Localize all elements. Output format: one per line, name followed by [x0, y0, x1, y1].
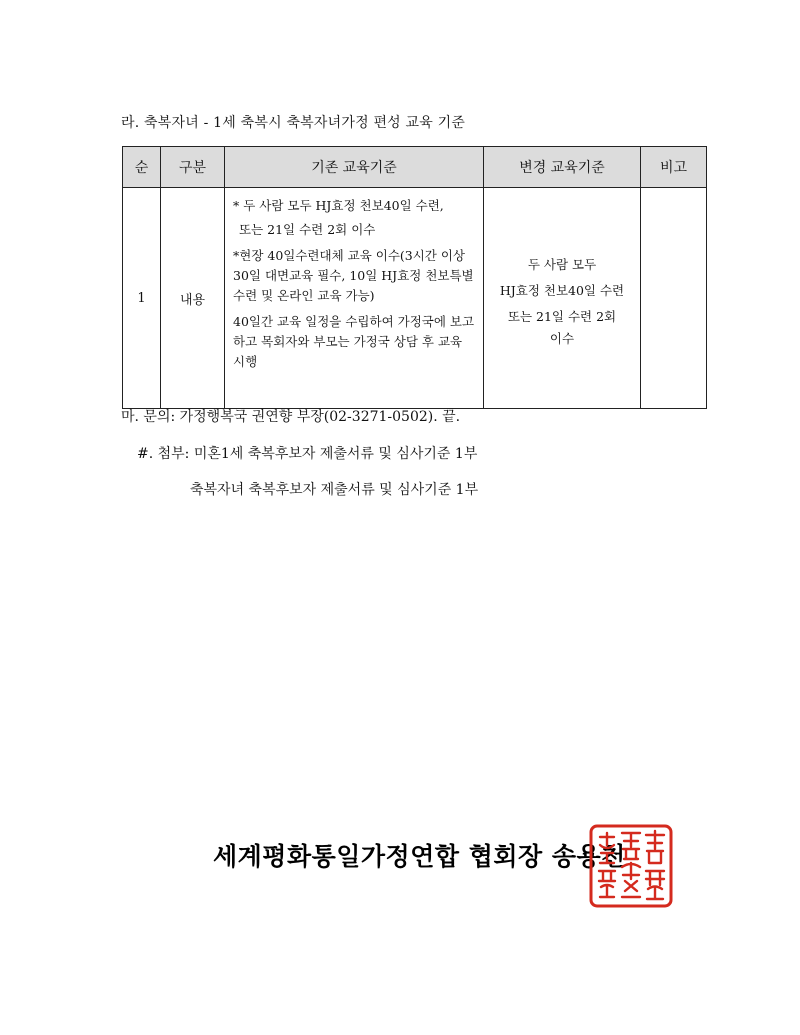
row-number: 1: [123, 188, 161, 409]
changed-line-2: HJ효정 천보40일 수련: [499, 283, 625, 298]
remarks-cell: [641, 188, 707, 409]
row-category: 내용: [161, 188, 225, 409]
education-criteria-table: [122, 146, 707, 409]
changed-line-4: 이수: [549, 331, 575, 346]
attachment-line-1: #. 첨부: 미혼1세 축복후보자 제출서류 및 심사기준 1부: [137, 446, 478, 462]
attachment-line-2: 축복자녀 축복후보자 제출서류 및 심사기준 1부: [190, 482, 479, 498]
inquiry-line: 마. 문의: 가정행복국 권연향 부장(02-3271-0502). 끝.: [121, 409, 461, 425]
header-category: 구분: [161, 147, 225, 188]
changed-line-1: 두 사람 모두: [527, 257, 597, 272]
header-remarks: 비고: [641, 147, 707, 188]
official-seal: [588, 823, 674, 909]
header-changed-criteria: 변경 교육기준: [484, 147, 641, 188]
table-header-row: [123, 147, 707, 188]
changed-line-3: 또는 21일 수련 2회: [507, 309, 617, 324]
existing-line-2: 또는 21일 수련 2회 이수: [239, 222, 376, 237]
header-existing-criteria: 기존 교육기준: [225, 147, 484, 188]
existing-criteria-cell: [225, 188, 484, 409]
table-row: [123, 188, 707, 409]
changed-criteria-cell: [484, 188, 641, 409]
existing-line-1: * 두 사람 모두 HJ효정 천보40일 수련,: [233, 198, 444, 213]
section-heading: 라. 축복자녀 - 1세 축복시 축복자녀가정 편성 교육 기준: [121, 115, 466, 131]
header-number: 순: [123, 147, 161, 188]
existing-line-4: 40일간 교육 일정을 수립하여 가정국에 보고하고 목회자와 부모는 가정국 상담 후 교육 시행: [233, 314, 475, 369]
existing-line-3: *현장 40일수련대체 교육 이수(3시간 이상 30일 대면교육 필수, 10일 HJ효정 천보특별 수련 및 온라인 교육 가능): [233, 248, 474, 303]
signature-line: 세계평화통일가정연합 협회장 송용천: [213, 842, 626, 871]
